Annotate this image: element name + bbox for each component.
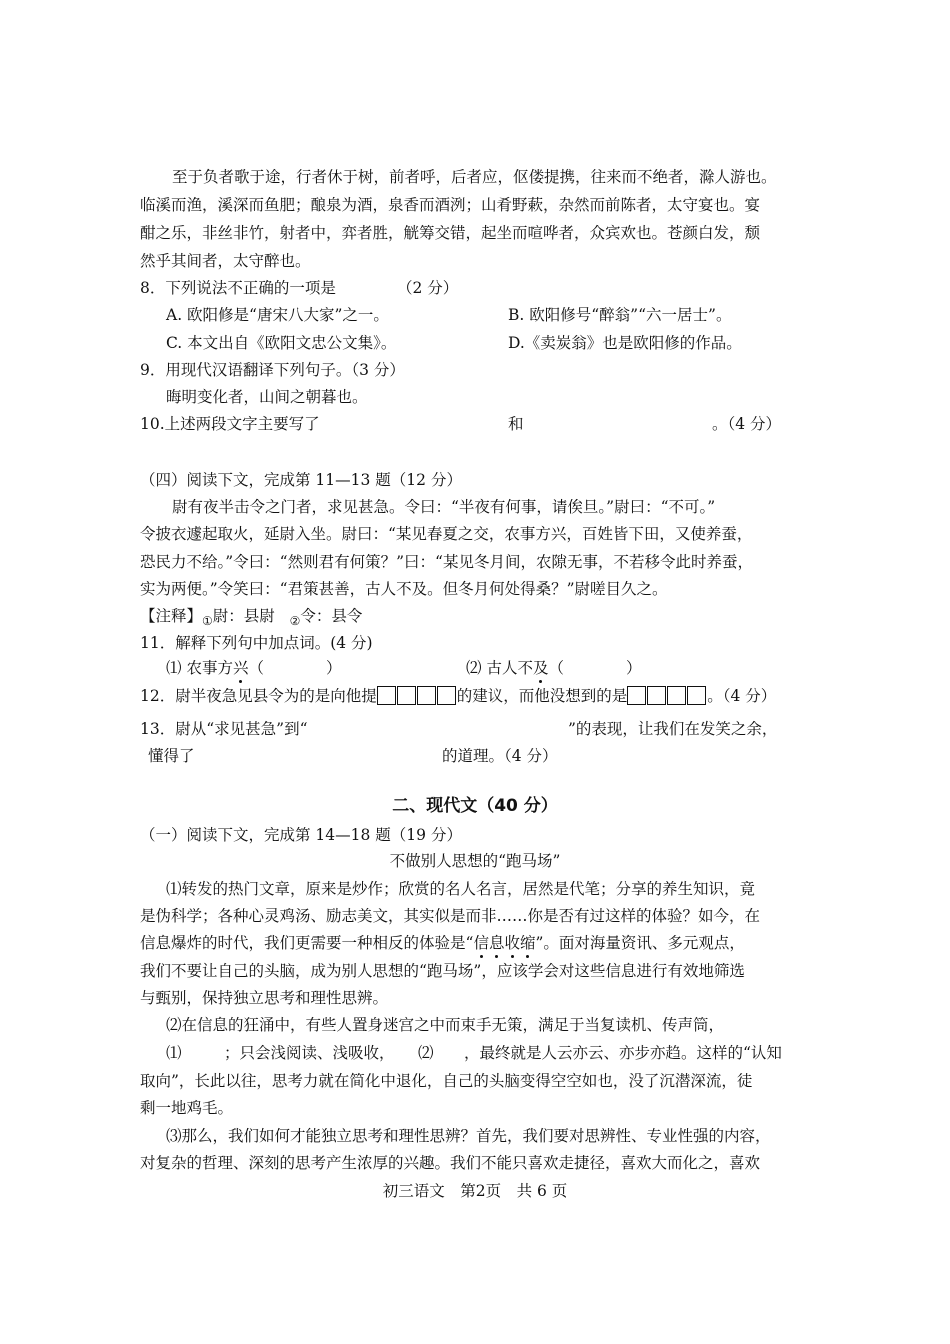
text: ”。面对海量资讯、多元观点， bbox=[535, 934, 745, 952]
question-9: 9．用现代汉语翻译下列句子。（3 分） bbox=[140, 361, 405, 379]
passage-line: 然乎其间者，太守醉也。 bbox=[140, 252, 311, 270]
article-title: 不做别人思想的“跑马场” bbox=[389, 852, 561, 870]
answer-blank: （ ） bbox=[548, 659, 642, 677]
answer-blank: （ ） bbox=[248, 659, 342, 677]
question-stem: 12．尉半夜急见县令为的是向他提 bbox=[140, 687, 377, 705]
option-b: B. 欧阳修号“醉翁”“六一居士”。 bbox=[508, 306, 732, 324]
answer-boxes-1[interactable] bbox=[377, 687, 457, 705]
paragraph-line: ⑶那么，我们如何才能独立思考和理性思辨？首先，我们要对思辨性、专业性强的内容， bbox=[166, 1127, 771, 1145]
passage-line: 临溪而渔，溪深而鱼肥；酿泉为酒，泉香而酒洌；山肴野蔌，杂然而前陈者，太守宴也。宴 bbox=[140, 196, 761, 214]
answer-box[interactable] bbox=[437, 686, 456, 705]
paragraph-line: ⑵在信息的狂涌中，有些人置身迷宫之中而束手无策，满足于当复读机、传声筒， bbox=[166, 1016, 725, 1034]
note-2: 令：县令 bbox=[300, 607, 363, 625]
question-10-and: 和 bbox=[508, 415, 524, 433]
question-10: 10.上述两段文字主要写了 bbox=[140, 415, 320, 433]
question-13: 13．尉从“求见甚急”到“ bbox=[140, 720, 308, 738]
question-8 bbox=[140, 278, 336, 298]
text: 信息爆炸的时代，我们更需要一种相反的体验是“ bbox=[140, 934, 474, 952]
question-13-post: ”的表现，让我们在发笑之余， bbox=[568, 720, 778, 738]
question-13-line2-end: 的道理。（4 分） bbox=[442, 747, 558, 765]
question-13-line2: 懂得了 bbox=[148, 747, 195, 765]
option-c: C. 本文出自《欧阳文忠公文集》。 bbox=[166, 334, 397, 352]
question-mid: 的建议，而他没想到的是 bbox=[456, 687, 628, 705]
question-stem: 8．下列说法不正确的一项是 bbox=[140, 279, 336, 297]
option-a: A. 欧阳修是“唐宋八大家”之一。 bbox=[166, 306, 389, 324]
paragraph-line: 取向”，长此以往，思考力就在简化中退化，自己的头脑变得空空如也，没了沉潜深流，徒 bbox=[140, 1072, 753, 1090]
passage-line: 至于负者歌于途，行者休于树，前者呼，后者应，伛偻提携，往来而不绝者，滁人游也。 bbox=[172, 168, 777, 186]
question-score: 。（4 分） bbox=[707, 687, 777, 705]
passage-line: 酣之乐，非丝非竹，射者中，弈者胜，觥筹交错，起坐而喧哗者，众宾欢也。苍颜白发，颓 bbox=[140, 224, 761, 242]
paragraph-text: ；只会浅阅读、浅吸收， bbox=[224, 1044, 395, 1062]
paragraph-text: ，最终就是人云亦云、亦步亦趋。这样的“认知 bbox=[464, 1044, 782, 1062]
dotted-word: 兴 bbox=[232, 659, 249, 677]
page-footer: 初三语文 第2页 共 6 页 bbox=[382, 1182, 568, 1200]
passage-line: 实为两便。”令笑曰：“君策甚善，古人不及。但冬月何处得桑？”尉嗟目久之。 bbox=[140, 580, 668, 598]
paragraph-line: 是伪科学；各种心灵鸡汤、励志美文，其实似是而非……你是否有过这样的体验？如今，在 bbox=[140, 907, 761, 925]
paragraph-line: 与甄别，保持独立思考和理性思辨。 bbox=[140, 989, 389, 1007]
blank-marker-2: ⑵ bbox=[418, 1044, 434, 1062]
answer-box[interactable] bbox=[417, 686, 436, 705]
note-1-marker: ① bbox=[202, 614, 213, 628]
answer-box[interactable] bbox=[687, 686, 706, 705]
paragraph-line: ⑴转发的热门文章，原来是炒作；欣赏的名人名言，居然是代笔；分享的养生知识，竟 bbox=[166, 880, 756, 898]
question-score: （2 分） bbox=[397, 279, 459, 297]
dotted-phrase: 信息收缩 bbox=[473, 934, 536, 952]
question-11-part-1 bbox=[166, 658, 342, 678]
passage-line: 尉有夜半击令之门者，求见甚急。令曰：“半夜有何事，请俟旦。”尉曰：“不可。” bbox=[172, 498, 716, 516]
answer-box[interactable] bbox=[627, 686, 646, 705]
question-10-score: 。（4 分） bbox=[712, 415, 782, 433]
answer-boxes-2[interactable] bbox=[627, 687, 707, 705]
section-heading: （一）阅读下文，完成第 14—18 题（19 分） bbox=[140, 826, 462, 844]
part-number: ⑵ bbox=[466, 659, 482, 677]
blank-marker-1: ⑴ bbox=[166, 1044, 182, 1062]
part-text: 古人不 bbox=[486, 659, 533, 677]
passage-line: 令披衣遽起取火，延尉入坐。尉曰：“某见春夏之交，农事方兴，百姓皆下田，又使养蚕， bbox=[140, 525, 753, 543]
section-heading: （四）阅读下文，完成第 11—13 题（12 分） bbox=[140, 471, 462, 489]
part-text: 农事方 bbox=[186, 659, 233, 677]
part-title: 二、现代文（40 分） bbox=[392, 796, 558, 816]
annotation-tag: 【注释】 bbox=[140, 607, 203, 625]
annotation bbox=[140, 606, 362, 631]
note-2-marker: ② bbox=[289, 614, 301, 628]
question-12 bbox=[140, 686, 776, 706]
paragraph-line bbox=[140, 933, 745, 953]
option-d: D.《卖炭翁》也是欧阳修的作品。 bbox=[508, 334, 742, 352]
dotted-word: 及 bbox=[532, 659, 549, 677]
question-11: 11．解释下列句中加点词。(4 分) bbox=[140, 634, 373, 652]
answer-box[interactable] bbox=[377, 686, 396, 705]
passage-line: 恐民力不给。”令曰：“然则君有何策？”曰：“某见冬月间，农隙无事，不若移令此时养蚕， bbox=[140, 553, 753, 571]
paragraph-line: 剩一地鸡毛。 bbox=[140, 1099, 234, 1117]
note-1: 尉：县尉 bbox=[212, 607, 275, 625]
translate-sentence: 晦明变化者，山间之朝暮也。 bbox=[166, 388, 368, 406]
answer-box[interactable] bbox=[647, 686, 666, 705]
part-number: ⑴ bbox=[166, 659, 182, 677]
paragraph-line: 我们不要让自己的头脑，成为别人思想的“跑马场”，应该学会对这些信息进行有效地筛选 bbox=[140, 962, 745, 980]
answer-box[interactable] bbox=[667, 686, 686, 705]
paragraph-line: 对复杂的哲理、深刻的思考产生浓厚的兴趣。我们不能只喜欢走捷径，喜欢大而化之，喜欢 bbox=[140, 1154, 761, 1172]
question-11-part-2 bbox=[466, 658, 642, 678]
answer-box[interactable] bbox=[397, 686, 416, 705]
